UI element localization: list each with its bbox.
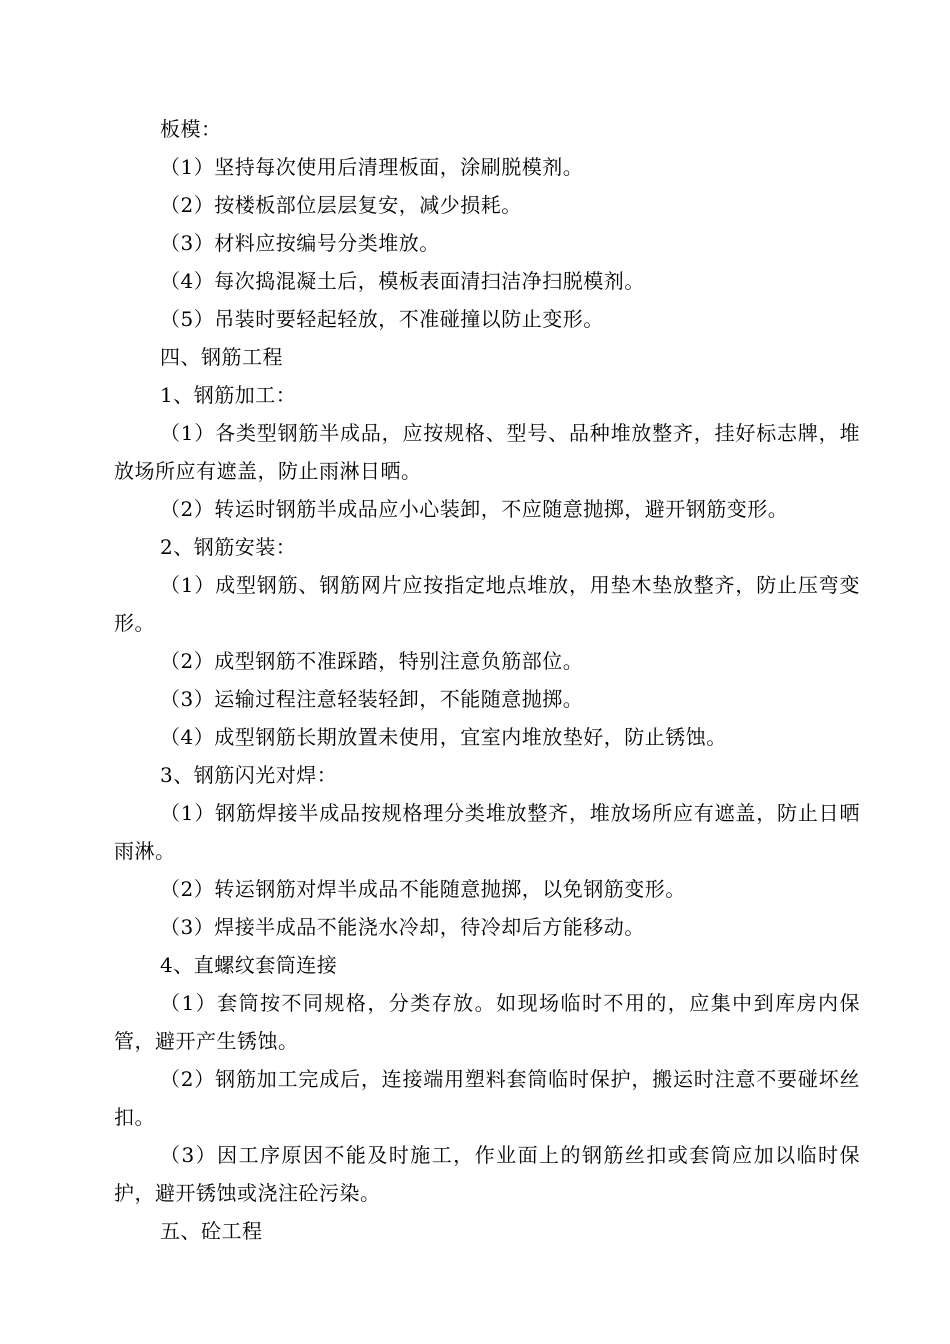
section-heading-rebar: 四、钢筋工程: [160, 345, 283, 369]
paragraph-welding-item-3: （3）焊接半成品不能浇水冷却，待冷却后方能移动。: [160, 915, 645, 939]
paragraph-formwork-heading: 板模：: [160, 117, 222, 141]
paragraph-formwork-item-1: （1）坚持每次使用后清理板面，涂刷脱模剂。: [160, 155, 584, 179]
paragraph-processing-item-1: （1）各类型钢筋半成品，应按规格、型号、品种堆放整齐，挂好标志牌，堆放场所应有遮盖，防止雨淋日晒。: [114, 421, 860, 483]
paragraph-processing-item-2: （2）转运时钢筋半成品应小心装卸，不应随意抛掷，避开钢筋变形。: [160, 497, 789, 521]
paragraph-formwork-item-2: （2）按楼板部位层层复安，减少损耗。: [160, 193, 522, 217]
paragraph-installation-item-4: （4）成型钢筋长期放置未使用，宜室内堆放垫好，防止锈蚀。: [160, 725, 727, 749]
paragraph-welding-item-2: （2）转运钢筋对焊半成品不能随意抛掷，以免钢筋变形。: [160, 877, 686, 901]
paragraph-installation-item-3: （3）运输过程注意轻装轻卸，不能随意抛掷。: [160, 687, 584, 711]
paragraph-welding-item-1: （1）钢筋焊接半成品按规格理分类堆放整齐，堆放场所应有遮盖，防止日晒雨淋。: [114, 801, 860, 863]
paragraph-formwork-item-3: （3）材料应按编号分类堆放。: [160, 231, 440, 255]
paragraph-formwork-item-5: （5）吊装时要轻起轻放，不准碰撞以防止变形。: [160, 307, 604, 331]
section-heading-concrete: 五、砼工程: [160, 1219, 263, 1243]
paragraph-sleeve-item-3: （3）因工序原因不能及时施工，作业面上的钢筋丝扣或套筒应加以临时保护，避开锈蚀或浇注砼污染。: [114, 1143, 860, 1205]
subsection-heading-rebar-processing: 1、钢筋加工：: [160, 383, 297, 407]
paragraph-formwork-item-4: （4）每次捣混凝土后，模板表面清扫洁净扫脱模剂。: [160, 269, 645, 293]
document-body: [114, 110, 860, 1250]
subsection-heading-threaded-sleeve: 4、直螺纹套筒连接: [160, 953, 338, 977]
paragraph-installation-item-1: （1）成型钢筋、钢筋网片应按指定地点堆放，用垫木垫放整齐，防止压弯变形。: [114, 573, 860, 635]
subsection-heading-flash-welding: 3、钢筋闪光对焊：: [160, 763, 338, 787]
paragraph-sleeve-item-1: （1）套筒按不同规格，分类存放。如现场临时不用的，应集中到库房内保管，避开产生锈蚀。: [114, 991, 860, 1053]
subsection-heading-rebar-installation: 2、钢筋安装：: [160, 535, 297, 559]
paragraph-sleeve-item-2: （2）钢筋加工完成后，连接端用塑料套筒临时保护，搬运时注意不要碰坏丝扣。: [114, 1067, 860, 1129]
paragraph-installation-item-2: （2）成型钢筋不准踩踏，特别注意负筋部位。: [160, 649, 584, 673]
